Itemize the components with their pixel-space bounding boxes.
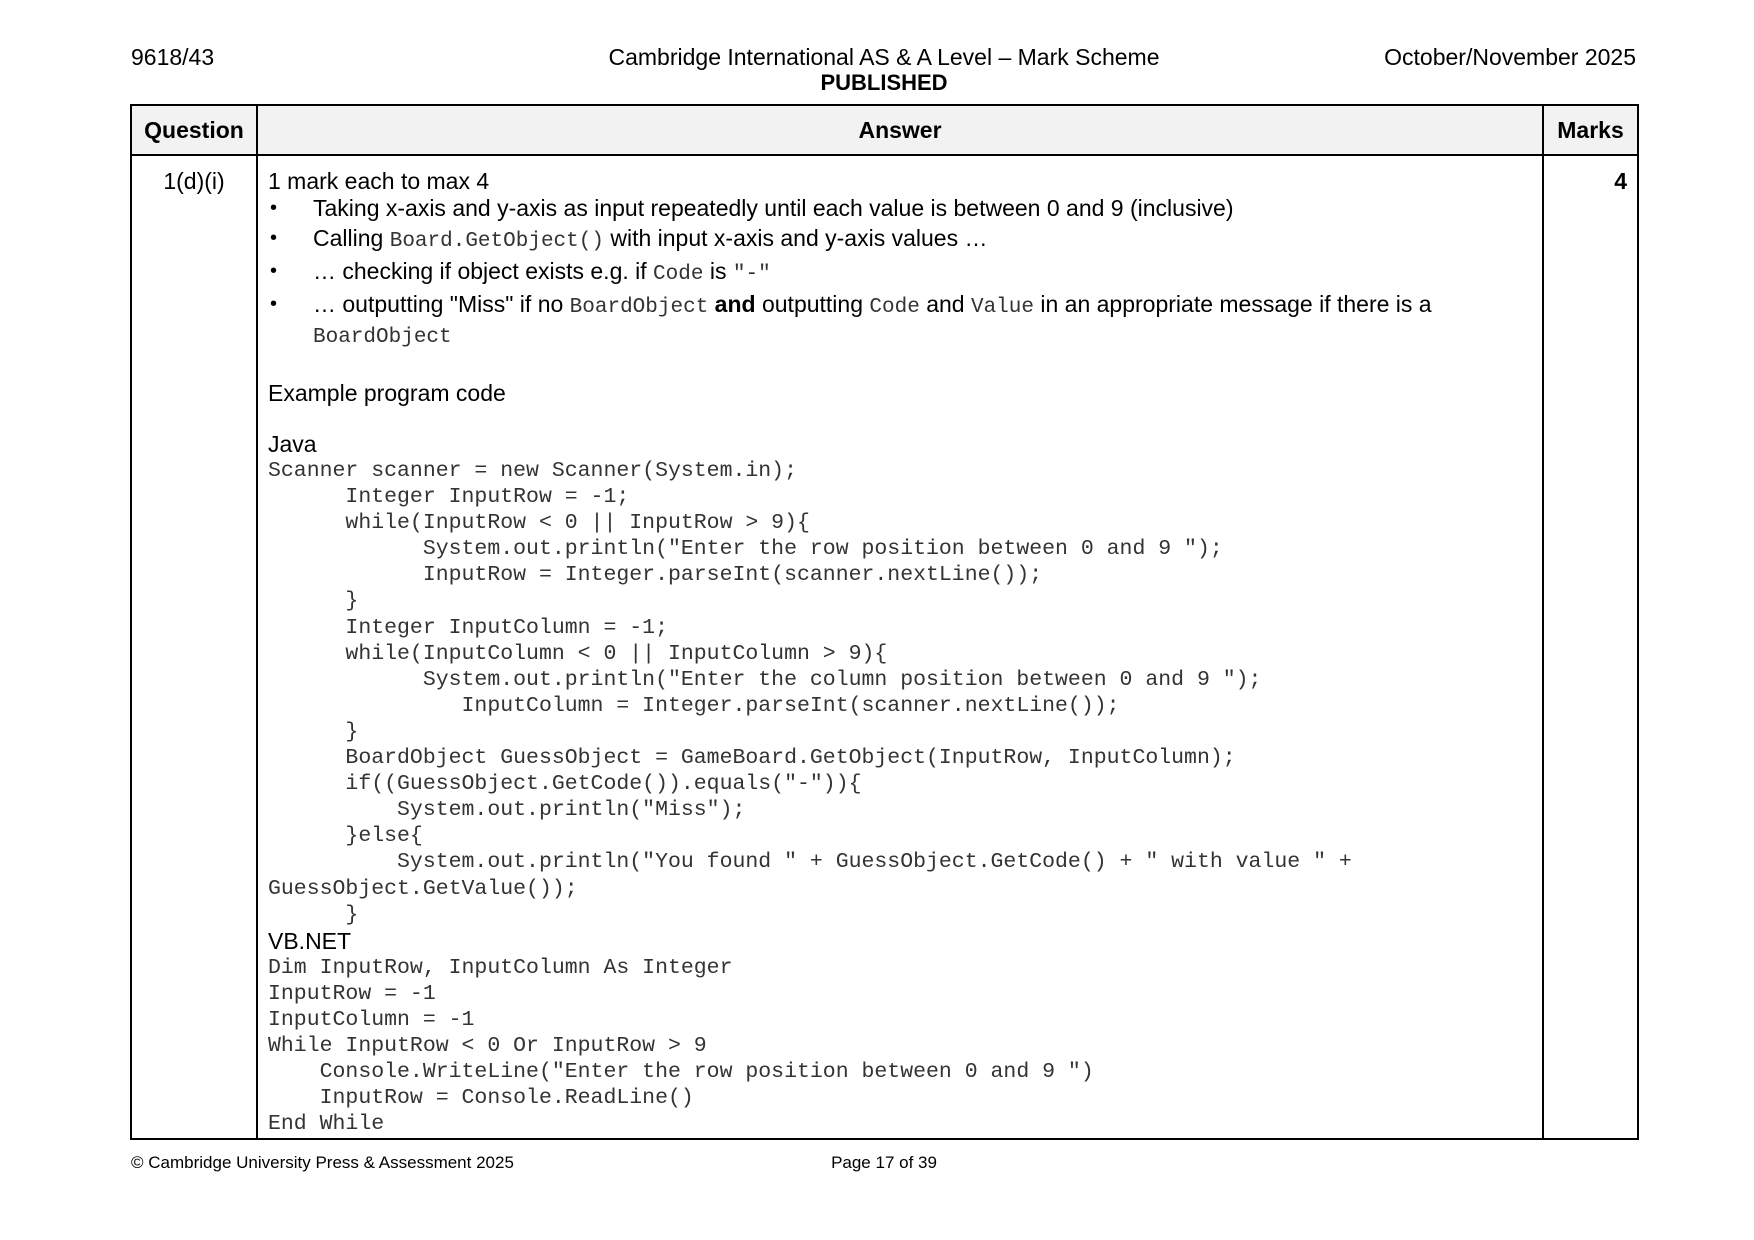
- marking-point-text: in an appropriate message if there is a: [1033, 291, 1432, 317]
- paper-code: 9618/43: [131, 44, 215, 70]
- marking-point-text: … checking if object exists e.g. if: [313, 258, 654, 284]
- marking-point-text: with input x-axis and y-axis values …: [603, 225, 988, 251]
- answer-cell: [257, 155, 1543, 1139]
- marks-value: 4: [1543, 155, 1638, 1139]
- table-row: [131, 155, 1638, 1139]
- inline-code: BoardObject: [313, 326, 452, 349]
- marking-point-text: outputting: [755, 291, 870, 317]
- java-code-block: Scanner scanner = new Scanner(System.in); Integer InputRow = -1; while(InputRow < 0 || InputRow > 9){ System.out.println("Enter the row position between 0 and 9 "); InputRow = Integer.parseInt(scanner.nextLine()); } Integer InputColumn = -1; while(InputColumn < 0 || InputColumn > 9){ System.out.println("Enter the column position between 0 and 9 "); InputColumn = Integer.parseInt(scanner.nextLine()); } BoardObject GuessObject = GameBoard.GetObject(InputRow, InputColumn); if((GuessObject.GetCode()).equals("-")){ System.out.println("Miss"); }else{ System.out.println("You found " + GuessObject.GetCode() + " with value " + GuessObject.GetValue()); }: [268, 459, 1352, 927]
- marking-point-4: [268, 291, 1532, 351]
- marking-point-text: Taking x-axis and y-axis as input repeatedly until each value is between 0 and 9 (inclusive): [313, 195, 1234, 221]
- inline-code: Code: [869, 296, 920, 319]
- inline-code: Value: [970, 296, 1034, 319]
- answer-column-header: Answer: [257, 105, 1543, 155]
- marking-point-1: [268, 195, 1532, 222]
- document-title: Cambridge International AS & A Level – Mark Scheme: [608, 44, 1160, 70]
- mark-allocation-note: 1 mark each to max 4: [268, 168, 490, 194]
- inline-code: Board.GetObject(): [389, 230, 604, 253]
- marking-point-3: [268, 258, 1532, 288]
- emphasis-and: and: [708, 291, 756, 317]
- inline-code: Code: [653, 263, 704, 286]
- marking-points: [268, 195, 1532, 351]
- vbnet-label: VB.NET: [268, 927, 352, 954]
- marking-point-text: is: [703, 258, 733, 284]
- exam-session: October/November 2025: [1384, 44, 1636, 70]
- marking-point-text: Calling: [313, 225, 390, 251]
- example-heading: Example program code: [268, 380, 506, 406]
- inline-code: "-": [732, 263, 771, 286]
- copyright-notice: © Cambridge University Press & Assessment 2025: [131, 1153, 514, 1172]
- java-label: Java: [268, 431, 317, 457]
- marking-point-text: and: [919, 291, 971, 317]
- table-header-row: [131, 105, 1638, 155]
- question-column-header: Question: [131, 105, 257, 155]
- mark-scheme-table: [130, 104, 1639, 1140]
- published-label: PUBLISHED: [820, 70, 948, 95]
- marks-column-header: Marks: [1543, 105, 1638, 155]
- page-number: Page 17 of 39: [831, 1153, 937, 1172]
- question-number: 1(d)(i): [131, 155, 257, 1139]
- inline-code: BoardObject: [569, 296, 709, 319]
- vbnet-code-block: Dim InputRow, InputColumn As Integer InputRow = -1 InputColumn = -1 While InputRow < 0 Or InputRow > 9 Console.WriteLine("Enter the row position between 0 and 9 ") InputRow = Console.ReadLine() End While: [268, 955, 1094, 1137]
- marking-point-2: [268, 225, 1532, 255]
- marking-point-text: … outputting "Miss" if no: [313, 291, 570, 317]
